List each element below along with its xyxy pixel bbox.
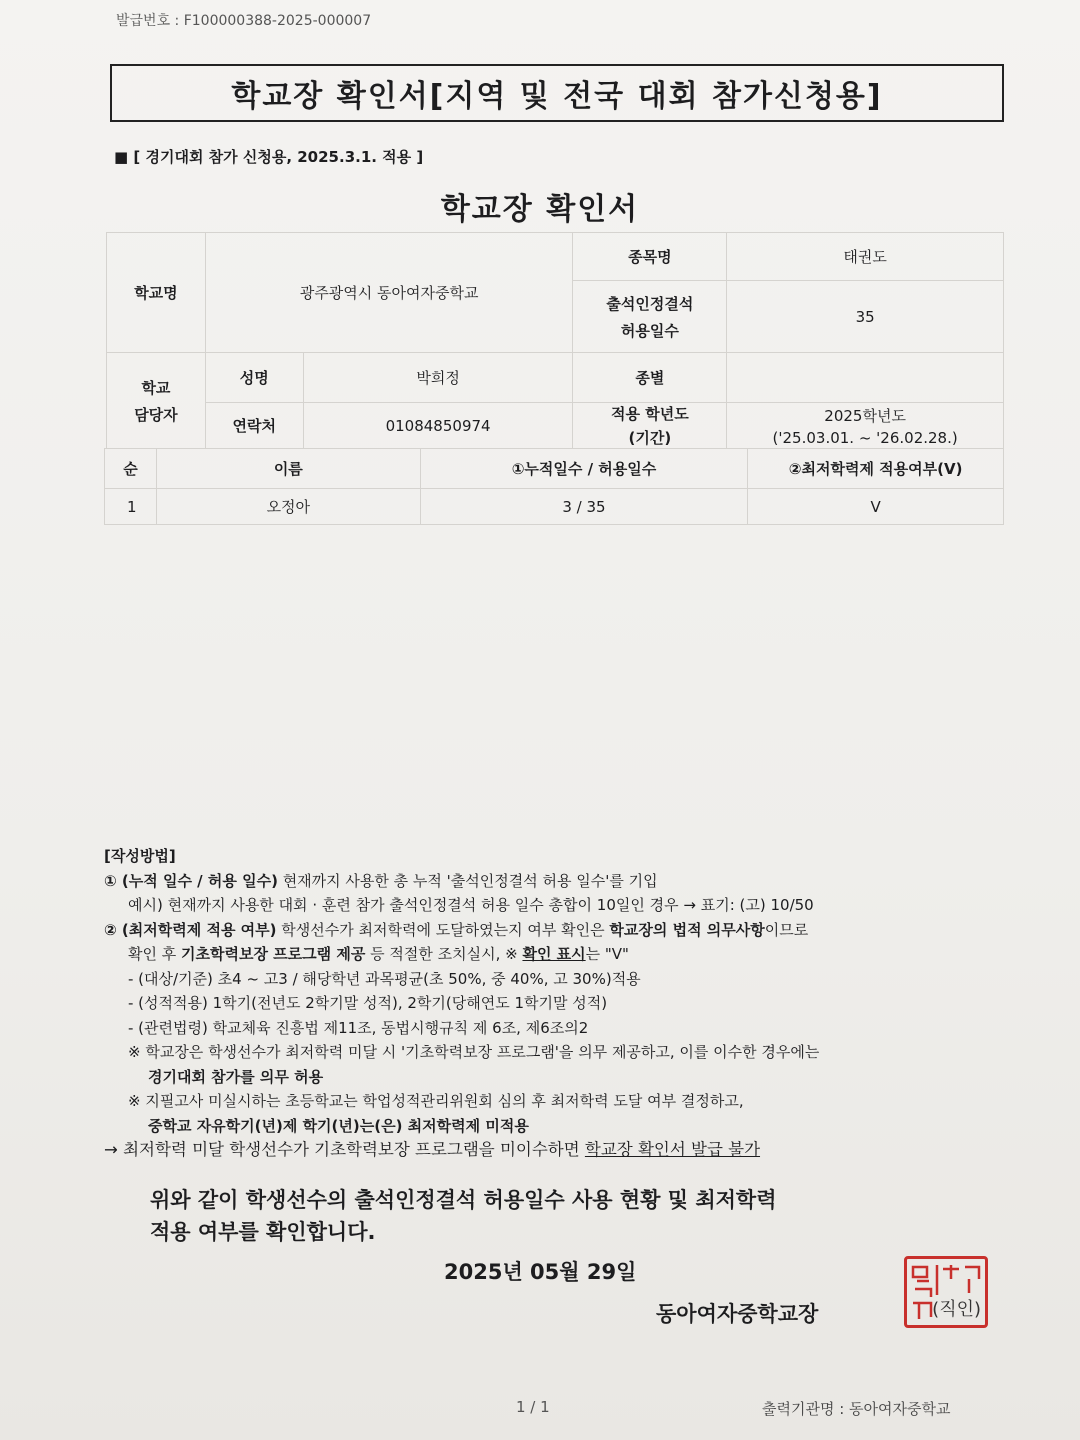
school-year-value-line2: ('25.03.01. ~ '26.02.28.) bbox=[772, 428, 958, 447]
event-label: 종목명 bbox=[573, 233, 727, 281]
page-number: 1 / 1 bbox=[516, 1398, 550, 1416]
category-label: 종별 bbox=[573, 353, 727, 403]
instruction-line bbox=[104, 942, 1004, 967]
instruction-line: ※ 학교장은 학생선수가 최저학력 미달 시 '기초학력보장 프로그램'을 의무 제공하고, 이를 이수한 경우에는 bbox=[128, 1043, 820, 1061]
school-name-value: 광주광역시 동아여자중학교 bbox=[205, 233, 573, 353]
school-year-label-line2: (기간) bbox=[628, 429, 672, 447]
school-manager-label bbox=[107, 353, 206, 449]
row-applied: V bbox=[748, 489, 1004, 525]
statement-line2: 적용 여부를 확인합니다. bbox=[150, 1220, 376, 1244]
instruction-line: - (성적적용) 1학기(전년도 2학기말 성적), 2학기(당해연도 1학기말 성적) bbox=[128, 994, 608, 1012]
manager-label-line1: 학교 bbox=[141, 378, 171, 397]
col-header-name: 이름 bbox=[156, 449, 420, 489]
contact-value: 01084850974 bbox=[303, 403, 573, 449]
event-value: 태권도 bbox=[727, 233, 1004, 281]
instruction-text: 는 "V" bbox=[585, 945, 629, 963]
col-header-min-academic: ②최저학력제 적용여부(V) bbox=[748, 449, 1004, 489]
student-list-table bbox=[104, 448, 1004, 525]
instruction-bold: ① (누적 일수 / 허용 일수) bbox=[104, 871, 278, 890]
usage-note: ■ [ 경기대회 참가 신청용, 2025.3.1. 적용 ] bbox=[114, 148, 424, 166]
instruction-text: → 최저학력 미달 학생선수가 기초학력보장 프로그램을 미이수하면 bbox=[104, 1140, 585, 1159]
instruction-bold: 기초학력보장 프로그램 제공 bbox=[181, 945, 366, 963]
instruction-line: ※ 지필고사 미실시하는 초등학교는 학업성적관리위원회 심의 후 최저학력 도달 여부 결정하고, bbox=[128, 1092, 744, 1110]
instruction-line: 경기대회 참가를 의무 허용 bbox=[148, 1067, 324, 1086]
row-no: 1 bbox=[105, 489, 157, 525]
school-year-label bbox=[573, 403, 727, 449]
absence-days-label-line1: 출석인정결석 bbox=[606, 294, 694, 313]
instruction-text: 등 적절한 조치실시, ※ bbox=[365, 945, 523, 963]
instruction-line bbox=[104, 1138, 1004, 1163]
instruction-line: 예시) 현재까지 사용한 대회 · 훈련 참가 출석인정결석 허용 일수 총합이 10일인 경우 → 표기: (고) 10/50 bbox=[128, 896, 814, 914]
row-days: 3 / 35 bbox=[420, 489, 748, 525]
category-value bbox=[727, 353, 1004, 403]
absence-days-label-line2: 허용일수 bbox=[620, 321, 679, 340]
instruction-text: 확인 후 bbox=[128, 945, 182, 963]
document-title: 학교장 확인서[지역 및 전국 대회 참가신청용] bbox=[110, 64, 1004, 122]
info-table bbox=[106, 232, 1004, 449]
school-year-value-line1: 2025학년도 bbox=[824, 406, 906, 425]
col-header-no: 순 bbox=[105, 449, 157, 489]
manager-name-value: 박희정 bbox=[303, 353, 573, 403]
issue-number: 발급번호 : F100000388-2025-000007 bbox=[116, 13, 372, 29]
col-header-days: ①누적일수 / 허용일수 bbox=[420, 449, 748, 489]
manager-label-line2: 담당자 bbox=[134, 405, 178, 424]
school-name-label: 학교명 bbox=[107, 233, 206, 353]
statement-line1: 위와 같이 학생선수의 출석인정결석 허용일수 사용 현황 및 최저학력 bbox=[150, 1188, 777, 1212]
confirmation-statement bbox=[150, 1184, 777, 1248]
school-year-label-line1: 적용 학년도 bbox=[611, 405, 689, 423]
instruction-line: - (관련법령) 학교체육 진흥법 제11조, 동법시행규칙 제 6조, 제6조의2 bbox=[128, 1018, 589, 1037]
manager-name-label: 성명 bbox=[205, 353, 303, 403]
instructions-heading: [작성방법] bbox=[104, 847, 176, 865]
output-organization: 출력기관명 : 동아여자중학교 bbox=[762, 1400, 951, 1418]
absence-days-value: 35 bbox=[727, 281, 1004, 353]
principal-signature: 동아여자중학교장 bbox=[656, 1302, 819, 1326]
issue-date: 2025년 05월 29일 bbox=[444, 1260, 637, 1284]
instructions bbox=[104, 844, 1004, 1163]
school-year-value bbox=[727, 403, 1004, 449]
instruction-text: 현재까지 사용한 총 누적 '출석인정결석 허용 일수'를 기입 bbox=[277, 871, 658, 890]
instruction-line bbox=[104, 869, 1004, 894]
table-row bbox=[105, 489, 1004, 525]
instruction-bold: ② (최저학력제 적용 여부) bbox=[104, 920, 277, 939]
contact-label: 연락처 bbox=[205, 403, 303, 449]
absence-days-label bbox=[573, 281, 727, 353]
instruction-bold: 확인 표시 bbox=[522, 945, 586, 963]
instruction-line bbox=[104, 918, 1004, 943]
instruction-text: 학생선수가 최저학력에 도달하였는지 여부 확인은 bbox=[276, 920, 610, 939]
seal-text: (직인) bbox=[932, 1299, 981, 1320]
official-seal-stamp bbox=[904, 1256, 988, 1328]
instruction-line: 중학교 자유학기(년)제 학기(년)는(은) 최저학력제 미적용 bbox=[148, 1116, 529, 1135]
instruction-bold: 학교장의 법적 의무사항 bbox=[609, 920, 765, 939]
main-heading: 학교장 확인서 bbox=[440, 192, 640, 227]
instruction-text: 이므로 bbox=[764, 920, 809, 939]
row-name: 오정아 bbox=[156, 489, 420, 525]
instruction-line: - (대상/기준) 초4 ~ 고3 / 해당학년 과목평균(초 50%, 중 40%, 고 30%)적용 bbox=[128, 969, 641, 988]
instruction-underline: 학교장 확인서 발급 불가 bbox=[584, 1140, 761, 1159]
